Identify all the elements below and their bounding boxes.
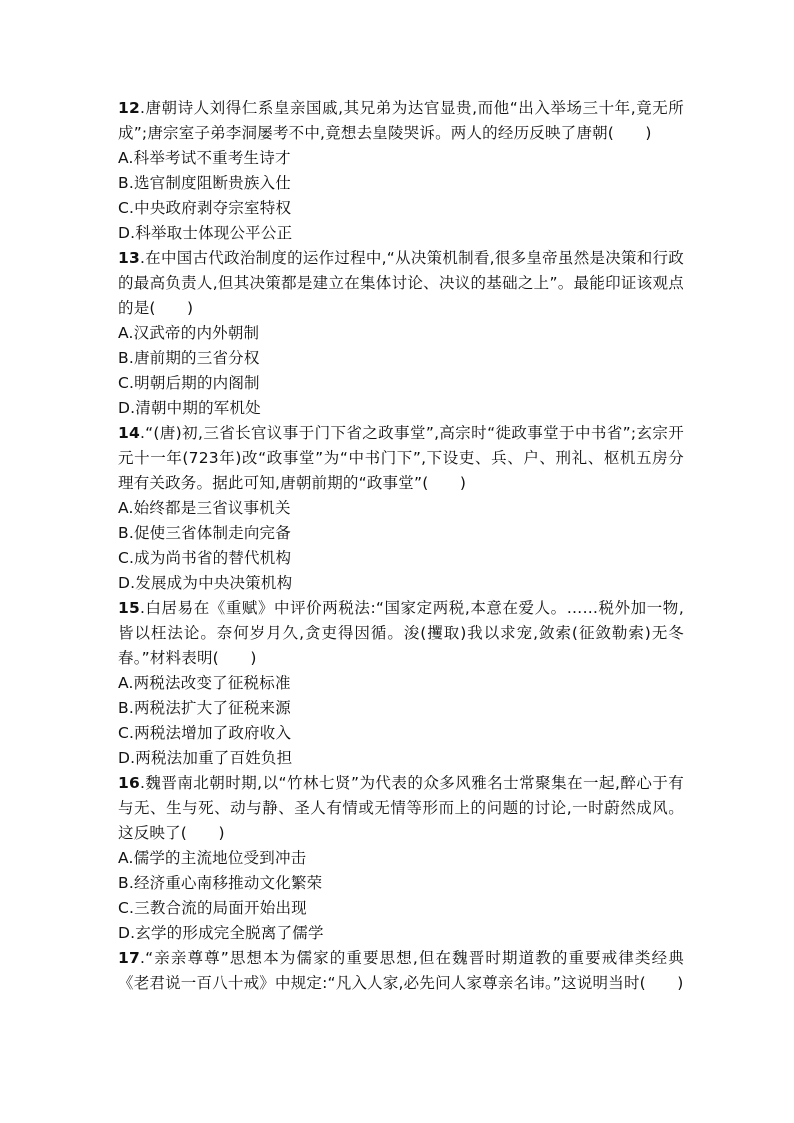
- option-d[interactable]: D.两税法加重了百姓负担: [118, 749, 293, 767]
- question-stem: [118, 946, 684, 996]
- option-a[interactable]: A.两税法改变了征税标准: [118, 674, 291, 692]
- option-c[interactable]: C.两税法增加了政府收入: [118, 724, 292, 742]
- question-number: 14: [118, 424, 140, 442]
- question-number: 17: [118, 949, 140, 967]
- option-c[interactable]: C.明朝后期的内阁制: [118, 374, 260, 392]
- question-17: [118, 946, 684, 996]
- exam-page: [118, 96, 684, 996]
- question-text: .“亲亲尊尊”思想本为儒家的重要思想,但在魏晋时期道教的重要戒律类经典《老君说一百八十戒》中规定:“凡入人家,必先问人家尊亲名讳。”这说明当时( ): [118, 949, 684, 992]
- option-a[interactable]: A.儒学的主流地位受到冲击: [118, 849, 307, 867]
- option-b[interactable]: B.两税法扩大了征税来源: [118, 699, 291, 717]
- question-14: [118, 421, 684, 596]
- question-number: 16: [118, 774, 140, 792]
- question-stem: [118, 96, 684, 146]
- question-number: 15: [118, 599, 140, 617]
- question-stem: [118, 771, 684, 846]
- question-number: 13: [118, 249, 140, 267]
- option-c[interactable]: C.三教合流的局面开始出现: [118, 899, 307, 917]
- question-number: 12: [118, 99, 140, 117]
- option-c[interactable]: C.中央政府剥夺宗室特权: [118, 199, 292, 217]
- question-16: [118, 771, 684, 946]
- question-13: [118, 246, 684, 421]
- option-d[interactable]: D.清朝中期的军机处: [118, 399, 261, 417]
- question-text: .“(唐)初,三省长官议事于门下省之政事堂”,高宗时“徙政事堂于中书省”;玄宗开元十一年(723年)改“政事堂”为“中书门下”,下设吏、兵、户、刑礼、枢机五房分理有关政务。据此可知,唐朝前期的“政事堂”( ): [118, 424, 684, 492]
- option-c[interactable]: C.成为尚书省的替代机构: [118, 549, 292, 567]
- option-b[interactable]: B.唐前期的三省分权: [118, 349, 260, 367]
- option-b[interactable]: B.经济重心南移推动文化繁荣: [118, 874, 323, 892]
- question-text: .在中国古代政治制度的运作过程中,“从决策机制看,很多皇帝虽然是决策和行政的最高负责人,但其决策都是建立在集体讨论、决议的基础之上”。最能印证该观点的是( ): [118, 249, 684, 317]
- question-text: .唐朝诗人刘得仁系皇亲国戚,其兄弟为达官显贵,而他“出入举场三十年,竟无所成”;唐宗室子弟李洞屡考不中,竟想去皇陵哭诉。两人的经历反映了唐朝( ): [118, 99, 684, 142]
- question-15: [118, 596, 684, 771]
- question-stem: [118, 246, 684, 321]
- question-text: .白居易在《重赋》中评价两税法:“国家定两税,本意在爱人。……税外加一物,皆以枉法论。奈何岁月久,贪吏得因循。浚(攫取)我以求宠,敛索(征敛勒索)无冬春。”材料表明( ): [118, 599, 684, 667]
- question-stem: [118, 421, 684, 496]
- option-d[interactable]: D.科举取士体现公平公正: [118, 224, 293, 242]
- question-stem: [118, 596, 684, 671]
- option-a[interactable]: A.汉武帝的内外朝制: [118, 324, 260, 342]
- question-text: .魏晋南北朝时期,以“竹林七贤”为代表的众多风雅名士常聚集在一起,醉心于有与无、生与死、动与静、圣人有情或无情等形而上的问题的讨论,一时蔚然成风。这反映了( ): [118, 774, 684, 842]
- option-d[interactable]: D.发展成为中央决策机构: [118, 574, 293, 592]
- option-b[interactable]: B.选官制度阻断贵族入仕: [118, 174, 291, 192]
- option-d[interactable]: D.玄学的形成完全脱离了儒学: [118, 924, 324, 942]
- option-a[interactable]: A.科举考试不重考生诗才: [118, 149, 291, 167]
- option-a[interactable]: A.始终都是三省议事机关: [118, 499, 291, 517]
- option-b[interactable]: B.促使三省体制走向完备: [118, 524, 291, 542]
- question-12: [118, 96, 684, 246]
